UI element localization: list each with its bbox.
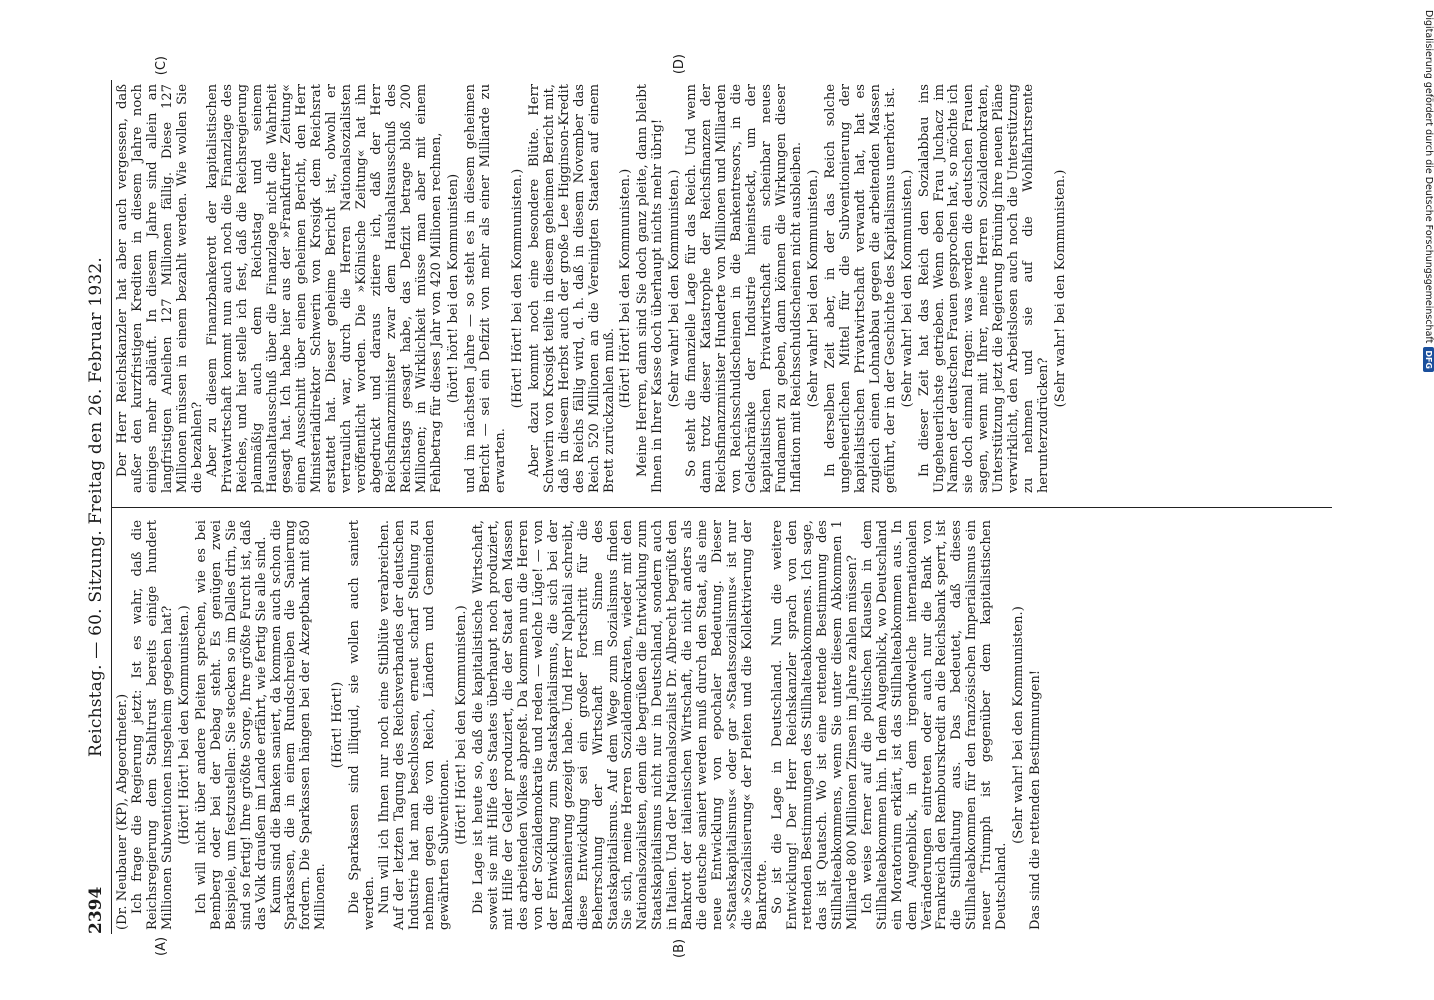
paragraph: Die Sparkassen sind illiquid, sie wollen auch saniert werden.	[347, 520, 378, 930]
paragraph: Das sind die rettenden Bestimmungen!	[1028, 669, 1044, 930]
paragraph: und im nächsten Jahre — so steht es in diesem geheimen Bericht — sei ein Defizit von mehr als einer Milliarde zu erwarten.	[462, 84, 508, 493]
paragraph: Ich will nicht über andere Pleiten sprechen, wie es bei Bemberg oder bei der Debag steht. Es genügen zwei Beispiele, um festzustellen: Sie stecken so im Dalles drin, Sie sind so fertig! Ihre größte Sorge, Ihre größte Furcht ist, daß das Volk draußen im Lande erfährt, wie fertig Sie alle sind.	[193, 520, 269, 930]
paragraph: Ich weise ferner auf die politischen Klauseln in dem Stillhalteabkommen hin. In dem Augenblick, wo Deutschland ein Moratorium erklärt, ist das Stillhalteabkommen aus. In dem Augenblick, in dem irgendwelche internationalen Veränderungen eintreten oder auch nur die Bank von Frankreich den Rembourskredit an die Reichsbank sperrt, ist die Stillhaltung aus. Das bedeutet, daß dieses Stillhalteabkommen für den französischen Imperialismus ein neuer Triumph ist gegenüber dem kapitalistischen Deutschland.	[859, 520, 1010, 930]
paragraph: Der Herr Reichskanzler hat aber auch vergessen, daß außer den kurzfristigen Krediten in diesem Jahre noch einiges mehr abläuft. In diesem Jahre sind allein an langfristigen Anleihen 127 Millionen fällig. Diese 127 Millionen müssen in einem bezahlt werden. Wie wollen Sie die bezahlen?	[115, 84, 205, 493]
margin-marker-c: (C)	[154, 56, 169, 76]
interjection: (Hört! Hört! bei den Kommunisten.)	[618, 168, 634, 409]
paragraph: Aber zu diesem Finanzbankerott der kapitalistischen Privatwirtschaft kommt nun auch noch die Finanzlage des Reiches, und hier stelle ich fest, daß die Reichsregierung planmäßig auch dem Reichstag und seinem Haushaltausschuß über die Finanzlage nicht die Wahrheit gesagt hat. Ich habe hier aus der »Frankfurter Zeitung« einen Ausschnitt über einen geheimen Bericht, den Herr Ministerialdirektor Schwerin von Krosigk dem Reichsrat erstattet hat. Dieser geheime Bericht ist, obwohl er vertraulich war, durch die Herren Nationalsozialisten veröffentlicht worden. Die »Kölnische Zeitung« hat ihn abgedruckt und daraus zitiere ich, daß der Herr Reichsfinanzminister zwar dem Haushaltsausschuß des Reichstags gesagt habe, das Defizit betrage bloß 200 Millionen; in Wirklichkeit müsse man aber mit einem Fehlbetrag für dieses Jahr von 420 Millionen rechnen,	[204, 84, 445, 493]
interjection: (Hört! Hört!)	[330, 681, 346, 769]
paragraph: So ist die Lage in Deutschland. Nun die weitere Entwicklung! Der Herr Reichskanzler sprach von den rettenden Bestimmungen des Stillhalteabkommens. Ich sage, das ist Quatsch. Wo ist eine rettende Bestimmung des Stillhalteabkommens, wenn Sie unter diesem Abkommen 1 Milliarde 800 Millionen Zinsen im Jahre zahlen müssen?	[769, 520, 860, 930]
paragraph: Nun will ich Ihnen nur noch eine Stilblüte verabreichen. Auf der letzten Tagung des Reichsverbandes der deutschen Industrie hat man beschlossen, erneut scharf Stellung zu nehmen gegen die von Reich, Ländern und Gemeinden gewährten Subventionen.	[377, 520, 453, 930]
interjection: (Sehr wahr! bei den Kommunisten.)	[667, 169, 683, 408]
credit-text: Digitalisierung gefördert durch die Deutsche Forschungsgemeinschaft	[1423, 10, 1434, 344]
paragraph: Ich frage die Regierung jetzt: Ist es wahr, daß die Reichsregierung dem Stahltrust bereits einige hundert Millionen Subventionen insgeheim gegeben hat?	[129, 520, 175, 930]
paragraph: So steht die finanzielle Lage für das Reich. Und wenn dann trotz dieser Katastrophe der Reichsfinanzen der Reichsfinanzminister Hunderte von Millionen und Milliarden von Reichsschuldscheinen in die Bankentresors, in die Geldschränke der Industrie hineinsteckt, um der kapitalistischen Privatwirtschaft ein scheinbar neues Fundament zu geben, dann können die Wirkungen dieser Inflation mit Reichsschuldscheinen nicht ausbleiben.	[684, 84, 804, 493]
paragraph: Meine Herren, dann sind Sie doch ganz pleite, dann bleibt Ihnen in Ihrer Kasse doch überhaupt nichts mehr übrig!	[635, 84, 666, 493]
right-column	[112, 80, 1332, 507]
interjection: (Sehr wahr! bei den Kommunisten.)	[1011, 606, 1027, 844]
interjection: (hört! hört! bei den Kommunisten)	[445, 173, 461, 404]
page-number: 2394	[86, 886, 106, 934]
page-title: Reichstag. — 60. Sitzung. Freitag den 26. Februar 1932.	[86, 256, 106, 758]
paragraph: Aber dazu kommt noch eine besondere Blüte. Herr Schwerin von Krosigk teilte in diesem geheimen Bericht mit, daß in diesem Herbst auch der große Lee Higginson-Kredit des Reichs fällig wird, d. h. daß in diesem November das Reich 520 Millionen an die Vereinigten Staaten auf einem Brett zurückzahlen muß.	[526, 84, 617, 493]
paragraph: Kaum sind die Banken saniert, da kommen auch schon die Sparkassen, die in einem Rundschreiben die Sanierung fordern. Die Sparkassen hängen bei der Akzeptbank mit 850 Millionen.	[268, 520, 329, 930]
interjection: (Sehr wahr! bei den Kommunisten.)	[805, 169, 821, 408]
dfg-logo: DFG	[1423, 347, 1434, 372]
margin-marker-d: (D)	[672, 54, 687, 75]
dfg-credit	[1423, 10, 1434, 650]
interjection: (Sehr wahr! bei den Kommunisten.)	[1053, 169, 1069, 408]
left-column	[112, 507, 1332, 934]
margin-marker-a: (A)	[154, 936, 169, 956]
interjection: (Hört! Hört! bei den Kommunisten.)	[509, 168, 525, 409]
page-header	[86, 80, 112, 934]
text-columns	[112, 54, 1332, 958]
paragraph: Die Lage ist heute so, daß die kapitalistische Wirtschaft, soweit sie mit Hilfe des Staates überhaupt noch produziert, mit Hilfe der Gelder produziert, die der Staat den Massen des arbeitenden Volkes abpreßt. Da kommen nun die Herren von der Sozialdemokratie und reden — welche Lüge! — von der Entwicklung zum Staatskapitalismus, die sich bei der Bankensanierung gezeigt habe. Und Herr Naphtali schreibt, diese Entwicklung sei ein großer Fortschritt für die Beherrschung der Wirtschaft im Sinne des Staatskapitalismus. Auf dem Wege zum Sozialismus finden Sie sich, meine Herren Sozialdemokraten, wieder mit den Nationalsozialisten, denn die begrüßen die Entwicklung zum Staatskapitalismus nicht nur in Deutschland, sondern auch in Italien. Und der Nationalsozialist Dr. Albrecht begrüßt den Bankrott der italienischen Wirtschaft, die nicht anders als die deutsche saniert werden muß durch den Staat, als eine neue Entwicklung von epochaler Bedeutung. Dieser »Staatskapitalismus« oder gar »Staatssozialismus« ist nur die »Sozialisierung« der Pleiten und die Kollektivierung der Bankrotte.	[470, 520, 771, 930]
interjection: (Hört! Hört! bei den Kommunisten.)	[453, 605, 469, 845]
interjection: (Sehr wahr! bei den Kommunisten.)	[899, 169, 915, 408]
margin-marker-b: (B)	[672, 938, 687, 958]
paragraph: In derselben Zeit aber, in der das Reich solche ungeheuerlichen Mittel für die Subventionierung der kapitalistischen Privatwirtschaft verwandt hat, hat es zugleich einen Lohnabbau gegen die arbeitenden Massen geführt, der in der Geschichte des Kapitalismus unerhört ist.	[822, 84, 898, 493]
paragraph: (Dr. Neubauer (KP), Abgeordneter.)	[115, 693, 130, 930]
paragraph: In dieser Zeit hat das Reich den Sozialabbau ins Ungeheuerlichste getrieben. Wenn eben Frau Juchacz im Namen der deutschen Frauen gesprochen hat, so möchte ich sie doch einmal fragen: was werden die deutschen Frauen sagen, wenn mit Ihrer, meine Herren Sozialdemokraten, Unterstützung jetzt die Regierung Brüning ihre neuen Pläne verwirklicht, den Arbeitslosen auch noch die Unterstützung zu nehmen und sie auf die Wohlfahrtsrente herunterzudrücken?	[916, 84, 1052, 493]
interjection: (Hört! Hört! bei den Kommunisten.)	[176, 605, 192, 845]
